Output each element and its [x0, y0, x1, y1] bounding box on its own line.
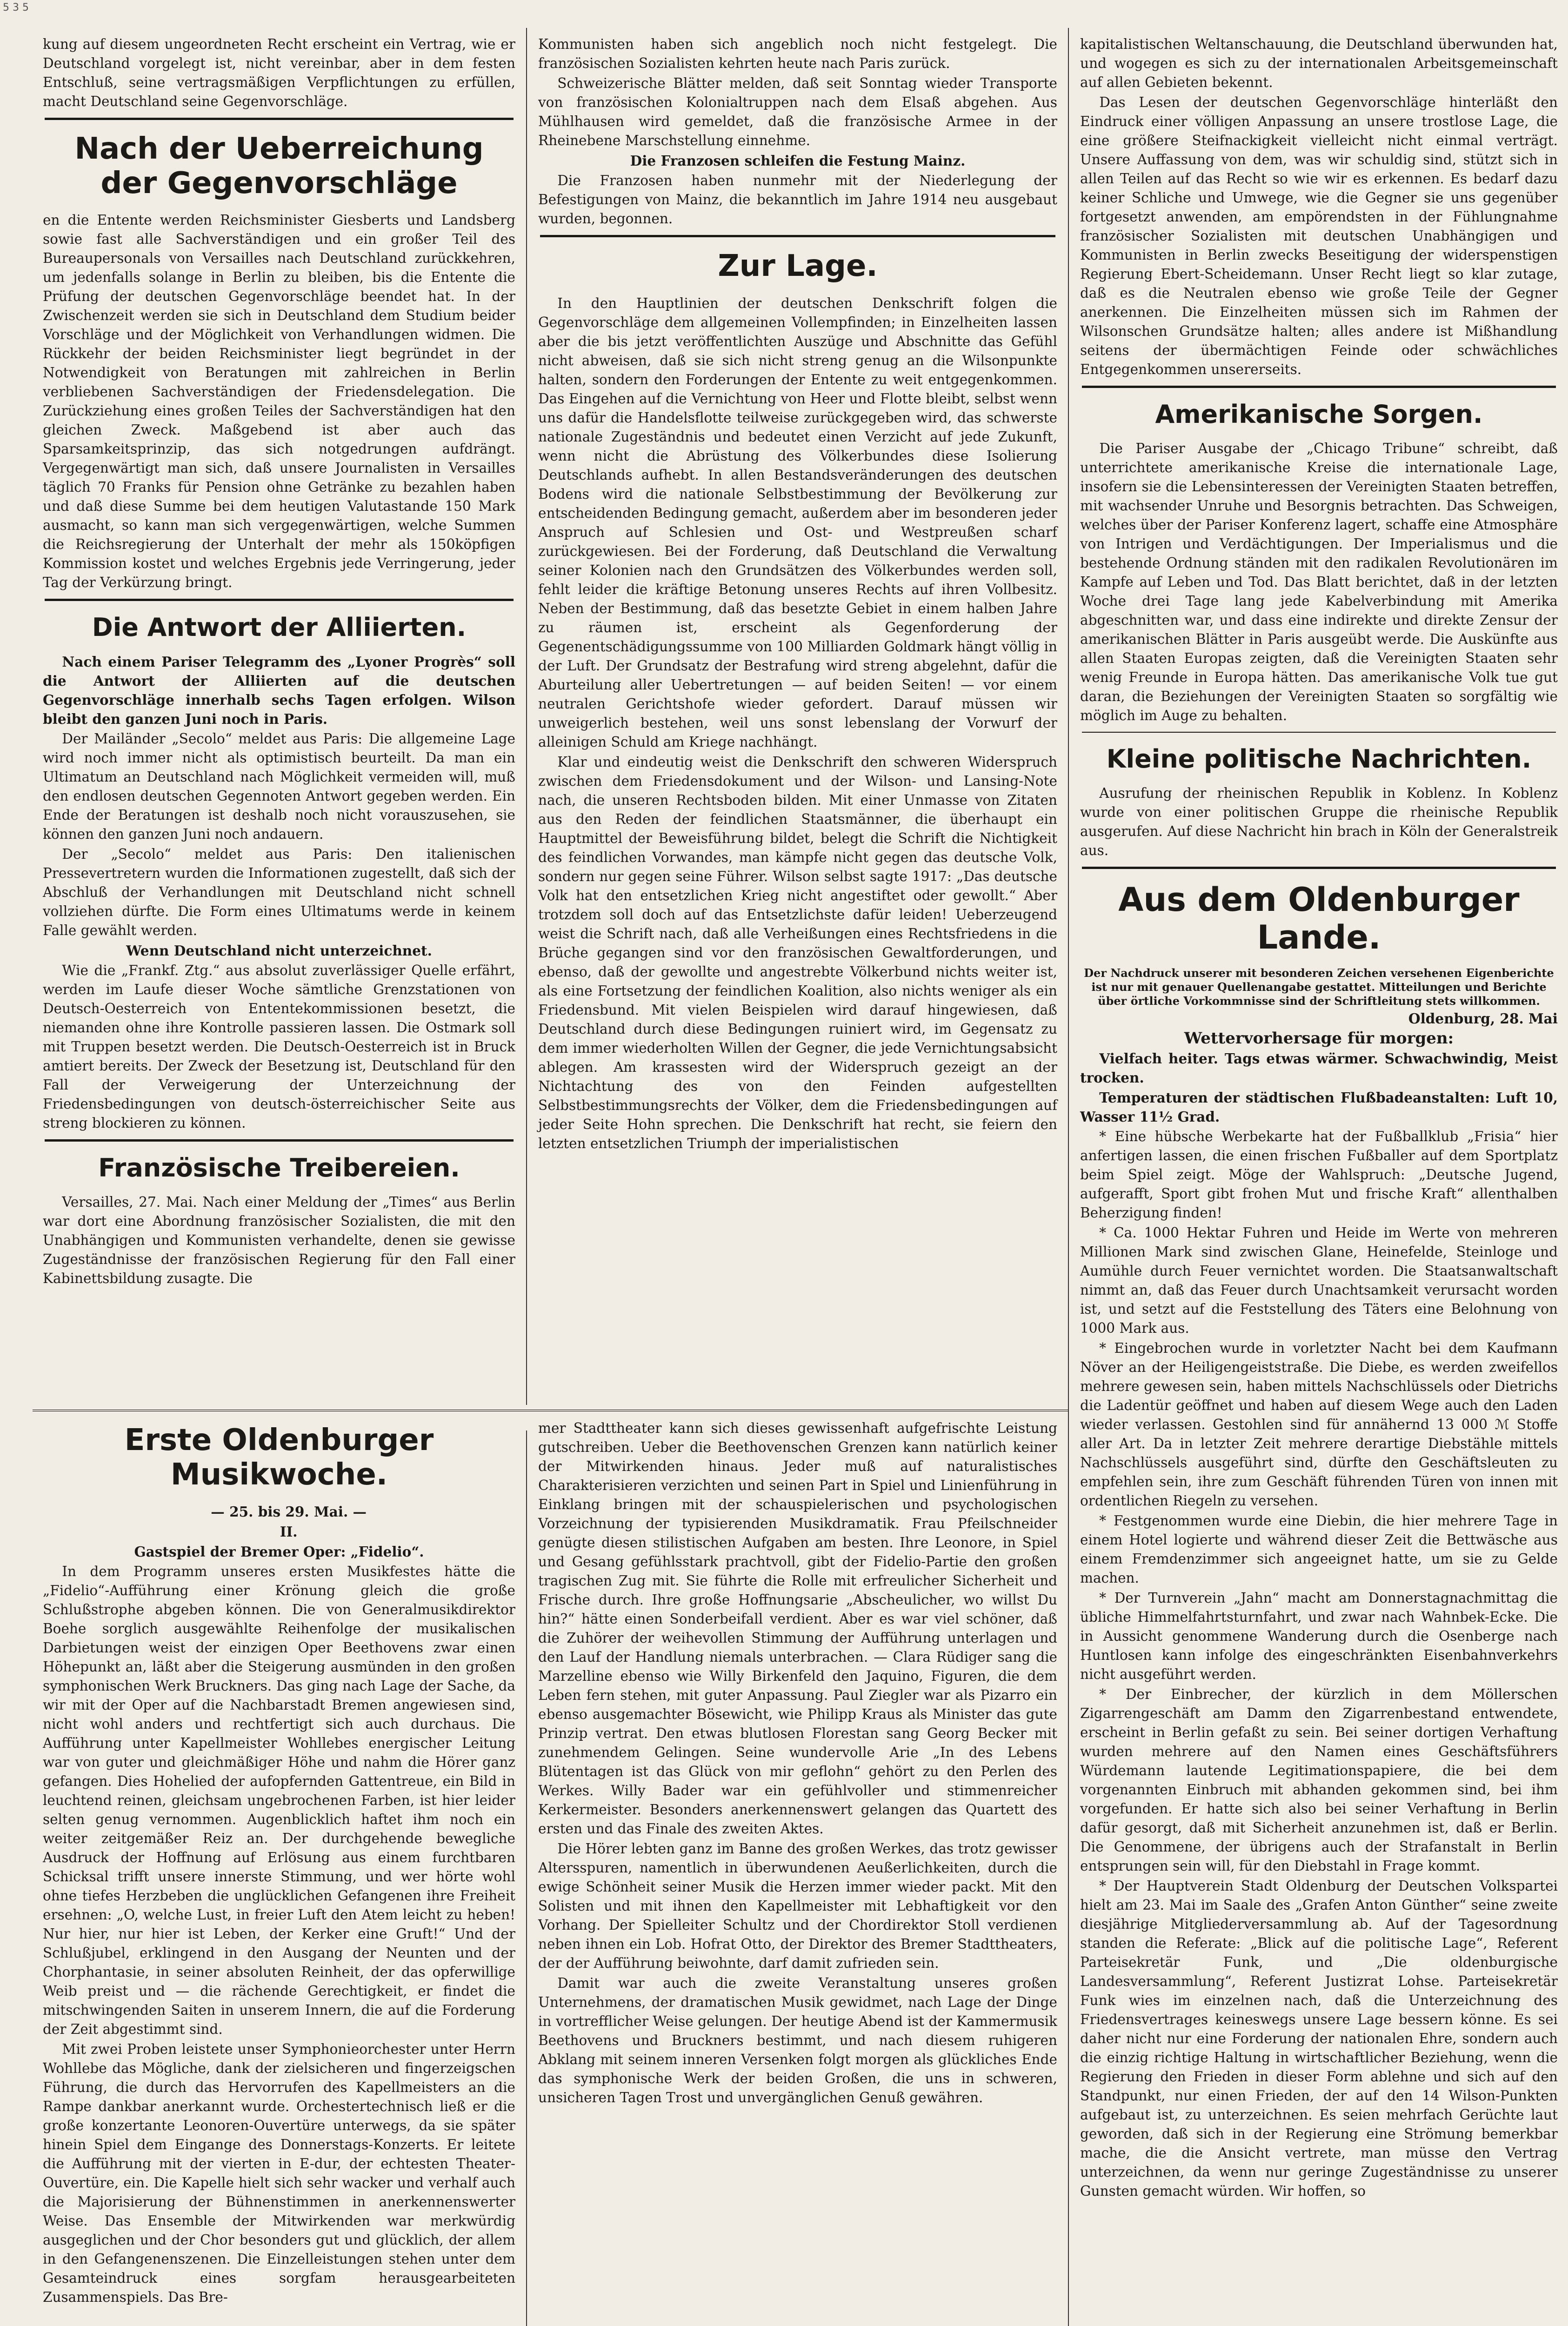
weather-heading: Wettervorhersage für morgen:: [1184, 1029, 1454, 1048]
column-rule-1: [526, 28, 527, 1405]
paragraph: Kommunisten haben sich angeblich noch nicht festgelegt. Die französischen Sozialisten kehrten heute nach Paris zurück.: [538, 36, 1057, 71]
divider: [1082, 732, 1556, 733]
page-marker: 5 3 5: [3, 2, 29, 13]
headline-kleine: Kleine politische Nachrichten.: [1106, 744, 1532, 774]
paragraph: Klar und eindeutig weist die Denkschrift den schweren Widerspruch zwischen dem Friedensdokument und der Wilson- und Lansing-Note nach, die unseren Rechtsboden bilden. Mit einer Unmasse von Zitaten aus den Reden der feindlichen Staatsmänner, die überhaupt ein Hauptmittel der Beweisführung bildet, belegt die Schrift die Nichtigkeit des feindlichen Vorwandes, man kämpfe nicht gegen das deutsche Volk, sondern nur gegen seine Führer. Wilson selbst sagte 1917: „Das deutsche Volk hat den entsetzlichen Krieg nicht angestiftet oder gewollt.“ Aber trotzdem soll doch auf das Entsetzlichste dafür leiden! Ueberzeugend weist die Schrift nach, daß alle Verheißungen eines Rechtsfriedens in die Brüche gegangen sind vor den französischen Gewaltforderungen, und ebenso, daß der gewollte und angestrebte Völkerbund nichts weiter ist, als eine Fortsetzung der feindlichen Koalition, also nichts weniger als ein Friedensbund. Mit vielen Beispielen wird darauf hingewiesen, daß Deutschland durch diese Bedingungen ruiniert wird, im Gegensatz zu dem immer wiederholten Willen der Gegner, die jede Vernichtungsabsicht ablegen. Am krassesten wird der Widerspruch gezeigt an der Nichtachtung des von den Feinden aufgestellten Selbstbestimmungsrechts der Völker, dem die Friedensbedingungen auf jeder Seite Hohn sprechen. Die Denkschrift hat recht, sie feiern den letzten entsetzlichen Triumph der imperialistischen: [538, 754, 1057, 1151]
part-number: II.: [280, 1524, 298, 1540]
headline-ueberreichung: Nach der Ueberreichung der Gegenvorschläge: [74, 132, 484, 201]
headline-lage: Zur Lage.: [718, 249, 878, 283]
paragraph: In dem Programm unseres ersten Musikfestes hätte die „Fidelio“-Aufführung einer Krönung gleich die große Schlußstrophe abgeben können. Die von Generalmusikdirektor Boehe sorglich ausgewählte Reihenfolge der musikalischen Darbietungen weist der einzigen Oper Beethovens zwar einen Höhepunkt an, läßt aber die Steigerung ausmünden in den großen symphonischen Werk Bruckners. Das ging nach Lage der Sache, da wir mit der Oper auf die Nachbarstadt Bremen angewiesen sind, nicht wohl anders und rechtfertigt sich auch durchaus. Die Aufführung unter Kapellmeister Wohllebes energischer Leitung war von guter und gleichmäßiger Höhe und nahm die Hörer ganz gefangen. Dies Hohelied der aufopfernden Gattentreue, ein Bild in leuchtend reinen, gleichsam ungebrochenen Farben, ist hier leider selten genug vernommen. Augenblicklich haftet ihm noch ein weiter zeitgemäßer Reiz an. Der durchgehende bewegliche Ausdruck der Hoffnung auf Erlösung aus einem furchtbaren Schicksal trifft unsere innerste Stimmung, und wer hörte wohl ohne tiefes Herzbeben die unglücklichen Gefangenen ihre Freiheit ersehnen: „O, welche Lust, in freier Luft den Atem leicht zu heben! Nur hier, nur hier ist Leben, der Kerker eine Gruft!“ Und der Schlußjubel, erklingend in den Ausgang der Neunten und der Chorphantasie, in seiner absoluten Reinheit, der das opferwillige Weib preist und — die rächende Gerechtigkeit, er findet die mitschwingenden Saiten in unserem Innern, die auf die Forderung der Zeit abgestimmt sind.: [43, 1564, 515, 2038]
review-subheading: Gastspiel der Bremer Oper: „Fidelio“.: [134, 1544, 424, 1560]
local-news-item: * Eine hübsche Werbekarte hat der Fußballklub „Frisia“ hier anfertigen lassen, die einen frischen Fußballer auf dem Sportplatz beim Spiel zeigt. Möge der Wahlspruch: „Deutsche Jugend, aufgerafft, Sport gibt frohen Mut und frische Kraft“ allenthalben Beherzigung finden!: [1080, 1129, 1558, 1221]
headline-musikwoche: Erste Oldenburger Musikwoche.: [124, 1423, 434, 1492]
headline-sorgen: Amerikanische Sorgen.: [1155, 400, 1483, 429]
local-news-item: * Der Einbrecher, der kürzlich in dem Möllerschen Zigarrengeschäft am Damm den Zigarrenbestand entwendete, erscheint in Berlin gefaßt zu sein. Bei seiner dortigen Verhaftung wurden mehrere auf den Namen eines Geschäftsführers Würdemann lautende Legitimationspapiere, die bei dem vorgenannten Einbruch mit abhanden gekommen sind, bei ihm vorgefunden. Er hatte sich also bei seiner Verhaftung in Berlin dafür gesorgt, daß mit Sicherheit anzunehmen ist, daß er Berlin. Die Genommene, der übrigens auch der Strafanstalt in Berlin entsprungen sein will, für den Diebstahl in Frage kommt.: [1080, 1686, 1558, 1874]
article-intro: kung auf diesem ungeordneten Recht erscheint ein Vertrag, wie er Deutschland vorgelegt ist, nicht vereinbar, aber in dem festen Entschluß, seine vertragsmäßigen Verpflichtungen zu erfüllen, macht Deutschland seine Gegenvorschläge.: [43, 36, 515, 109]
paragraph: Versailles, 27. Mai. Nach einer Meldung der „Times“ aus Berlin war dort eine Abordnung französischer Sozialisten, die mit den Unabhängigen und Kommunisten verhandelte, denen sie gewisse Zugeständnisse der französischen Regierung für den Fall einer Kabinettsbildung zusagte. Die: [43, 1194, 515, 1287]
festival-dates: — 25. bis 29. Mai. —: [211, 1504, 367, 1520]
divider: [1082, 386, 1556, 388]
column-3: [1070, 35, 1568, 2326]
paragraph: Mit zwei Proben leistete unser Symphonieorchester unter Herrn Wohllebe das Mögliche, dank der zielsicheren und fingerzeigschen Führung, die durch das Hervorrufen des Kapellmeisters an die Rampe dankbar anerkannt wurde. Orchestertechnisch ließ er die große konzertante Leonoren-Ouvertüre unterwegs, da sie später hinein Spiel dem Eingange des Donnerstags-Konzerts. Er leitete die Aufführung mit der vierten in E-dur, der echtesten Theater-Ouvertüre, ein. Die Kapelle hielt sich sehr wacker und verhalf auch die Majorisierung der Bühnenstimmen in anerkennenswerter Weise. Das Ensemble der Mitwirkenden war merkwürdig ausgeglichen und der Chor besonders gut und glücklich, der allem in den Gefangenenszenen. Die Einzelleistungen stehen unter dem Gesamteindruck eines sorgfam herausgearbeiteten Zusammenspiels. Das Bre-: [43, 2041, 515, 2306]
weather-text: Vielfach heiter. Tags etwas wärmer. Schwachwindig, Meist trocken.: [1080, 1050, 1558, 1086]
divider: [1082, 867, 1556, 869]
headline-treibereien: Französische Treibereien.: [98, 1153, 460, 1183]
paragraph: Das Lesen der deutschen Gegenvorschläge hinterläßt den Eindruck einer völligen Anpassung an unsere trostlose Lage, die eine größere Steifnackigkeit vielleicht nicht einmal verträgt. Unsere Auffassung von dem, was wir schuldig sind, stützt sich in allen Teilen auf das Recht so wie wir es erkennen. Es bedarf dazu keiner Schliche und Umwege, wie die Gegner sie uns gegenüber fortgesetzt anwenden, am empörendsten in der Fühlungnahme französischer Sozialisten mit deutschen Unabhängigen und Kommunisten in Berlin zwecks Beseitigung der widerspenstigen Regierung Ebert-Scheidemann. Unser Recht liegt so klar zutage, daß es die Neutralen ebenso wie große Teile der Gegner anerkennen. Die Einzelheiten müssen sich im Rahmen der Wilsonschen Grundsätze halten; alles andere ist Mißhandlung seitens der übermächtigen Feinde oder schwächliches Entgegenkommen unsererseits.: [1080, 94, 1558, 377]
dateline: Oldenburg, 28. Mai: [1408, 1010, 1558, 1027]
music-review-column-1: [33, 1419, 526, 2326]
paragraph: Die Hörer lebten ganz im Banne des großen Werkes, das trotz gewisser Altersspuren, namentlich in überwundenen Aeußerlichkeiten, durch die ewige Schönheit seiner Musik die Herzen immer wieder packt. Mit den Solisten und mit ihnen den Kapellmeister mit Lebhaftigkeit vor den Vorhang. Der Spielleiter Schultz und der Chordirektor Stoll verdienen neben ihnen ein Lob. Hofrat Otto, der Direktor des Bremer Stadttheaters, der der Aufführung beiwohnte, darf damit zufrieden sein.: [538, 1841, 1057, 1971]
local-news-item: * Der Hauptverein Stadt Oldenburg der Deutschen Volkspartei hielt am 23. Mai im Saale des „Grafen Anton Günther“ seine zweite diesjährige Mitgliederversammlung ab. Auf der Tagesordnung standen die Referate: „Blick auf die politische Lage“, Referent Parteisekretär Funk, und „Die oldenburgische Landesversammlung“, Referent Justizrat Lohse. Parteisekretär Funk wies im einzelnen nach, daß die Unterzeichnung des Friedensvertrages keineswegs unsere Lage bessern könne. Es sei daher nicht nur eine Forderung der nationalen Ehre, sondern auch die einzig richtige Haltung in wirtschaftlicher Beziehung, wenn die Regierung den Frieden in dieser Form ablehne und sich auf den Standpunkt, nur einen Frieden, der auf den 14 Wilson-Punkten aufgebaut ist, zu unterzeichnen. Es seien mehrfach Gerüchte laut geworden, daß sich in der Regierung eine Strömung bemerkbar mache, die die Ansicht vertrete, man müsse den Vertrag unterzeichnen, da wenn nur geringe Zugeständnisse zu unserer Gunsten gemacht würden. Wir hoffen, so: [1080, 1878, 1558, 2199]
paragraph: Die Pariser Ausgabe der „Chicago Tribune“ schreibt, daß unterrichtete amerikanische Kreise die internationale Lage, insofern sie die Lebensinteressen der Vereinigten Staaten betreffen, mit wachsender Unruhe und Besorgnis betrachten. Das Schweigen, welches über der Pariser Konferenz lagert, schaffe eine Atmosphäre von Intrigen und Verdächtigungen. Der Imperialismus und die bestehende Ordnung ständen mit den radikalen Revolutionären im Kampfe auf Leben und Tod. Das Blatt berichtet, daß in der letzten Woche drei Tage lang jede Kabelverbindung mit Amerika abgeschnitten war, und dass eine indirekte und direkte Zensur der amerikanischen Blätter in Paris ausgeübt werde. Die Auskünfte aus allen Staaten Europas zeigten, daß die Vereinigten Staaten sehr wenig Freunde in Europa hätten. Das amerikanische Volk tue gut daran, die Beziehungen der Vereinigten Staaten so sorgfältig wie möglich im Auge zu behalten.: [1080, 441, 1558, 724]
headline-oldenburger: Aus dem Oldenburger Lande.: [1118, 881, 1520, 956]
section-rule: [33, 1410, 1068, 1414]
paragraph: kapitalistischen Weltanschauung, die Deutschland überwunden hat, und wogegen es sich zu der internationalen Arbeitsgemeinschaft auf allen Gebieten bekennt.: [1080, 36, 1558, 90]
temperature-text: Temperaturen der städtischen Flußbadeanstalten: Luft 10, Wasser 11½ Grad.: [1080, 1089, 1558, 1125]
paragraph: Wie die „Frankf. Ztg.“ aus absolut zuverlässiger Quelle erfährt, werden im Laufe dieser Woche sämtliche Grenzstationen von Deutsch-Oesterreich von Ententekommissionen besetzt, die niemanden ohne ihre Kontrolle passieren lassen. Die Ostmark soll mit Truppen besetzt werden. Die Deutsch-Oesterreich ist in Bruck amtiert bereits. Der Zweck der Besetzung ist, Deutschland für den Fall der Verweigerung der Unterzeichnung der Friedensbedingungen von deutsch-österreichischer Seite aus streng blockieren zu können.: [43, 962, 515, 1131]
subheading: Wenn Deutschland nicht unterzeichnet.: [126, 942, 432, 959]
local-news-item: * Ca. 1000 Hektar Fuhren und Heide im Werte von mehreren Millionen Mark sind zwischen Glane, Heinefelde, Steinloge und Aumühle durch Feuer vernichtet worden. Die Staatsanwaltschaft nimmt an, daß das Feuer durch Unachtsamkeit verursacht worden ist, und setzt auf die Feststellung des Täters eine Belohnung von 1000 Mark aus.: [1080, 1225, 1558, 1337]
paragraph: Damit war auch die zweite Veranstaltung unseres großen Unternehmens, der dramatischen Musik gewidmet, nach Lage der Dinge in vortrefflicher Weise gelungen. Der heutige Abend ist der Kammermusik Beethovens und Bruckners bestimmt, und nach diesem ruhigeren Abklang mit seinem inneren Versenken folgt morgen als glückliches Ende das symphonische Werk der beiden Großen, die uns in schweren, unsicheren Tagen Trost und unvergänglichen Genuß gewähren.: [538, 1975, 1057, 2105]
local-news-item: * Festgenommen wurde eine Diebin, die hier mehrere Tage in einem Hotel logierte und während dieser Zeit die Bettwäsche aus einem Fremdenzimmer sich angeeignet hatte, um sie zu Gelde machen.: [1080, 1513, 1558, 1586]
column-2: [528, 35, 1068, 1407]
paragraph: Der Mailänder „Secolo“ meldet aus Paris: Die allgemeine Lage wird noch immer nicht als optimistisch beurteilt. Da man ein Ultimatum an Deutschland nach Möglichkeit vermeiden will, muß den endlosen deutschen Gegennoten Antwort gegeben werden. Ein Ende der Beratungen ist deshalb noch nicht vorauszusehen, sie können den ganzen Juni noch andauern.: [43, 731, 515, 842]
reprint-notice: Der Nachdruck unserer mit besonderen Zeichen versehenen Eigenberichte ist nur mit genauer Quellenangabe gestattet. Mitteilungen und Berichte über örtliche Vorkommnisse sind der Schriftleitung stets willkommen.: [1084, 966, 1554, 1008]
paragraph: In den Hauptlinien der deutschen Denkschrift folgen die Gegenvorschläge dem allgemeinen Vollempfinden; in Einzelheiten lassen aber die bis jetzt veröffentlichten Auszüge und Abschnitte das Gefühl nicht abweisen, daß sie sich nicht streng genug an die Wilsonpunkte halten, sondern den Forderungen der Entente zu weit entgegenkommen. Das Eingehen auf die Vernichtung von Heer und Flotte bleibt, selbst wenn uns dafür die Handelsflotte teilweise zurückgegeben wird, das schwerste nationale Zugeständnis und bedeutet einen Verzicht auf jede Zukunft, wenn nicht die Abrüstung des Völkerbundes diese Isolierung Deutschlands aufhebt. In allen Bestandsveränderungen des deutschen Bodens wird die nationale Selbstbestimmung der Bevölkerung zur entscheidenden Bedingung gemacht, außerdem aber im besonderen jeder Anspruch auf Schlesien und Ost- und Westpreußen scharf zurückgewiesen. Bei der Forderung, daß Deutschland die Verwaltung seiner Kolonien nach den Grundsätzen des Völkerbundes werden soll, fehlt leider die kräftige Betonung unseres Rechts auf ihren Vollbesitz. Neben der Bestimmung, daß das besetzte Gebiet in einem halben Jahre zu räumen ist, erscheint als Gegenforderung der Gegenentschädigungssumme von 100 Milliarden Goldmark hängt völlig in der Luft. Der Grundsatz der Bestrafung wird streng abgelehnt, dafür die Aburteilung aller Uebertretungen — auf beiden Seiten! — vor einem neutralen Gerichtshofe wieder gefordert. Darauf müssen wir unweigerlich bestehen, weil uns sonst lebenslang der Vorwurf der alleinigen Schuld am Kriege nachhängt.: [538, 295, 1057, 750]
divider: [45, 599, 514, 601]
column-rule-2: [1068, 28, 1069, 2326]
local-news-item: * Eingebrochen wurde in vorletzter Nacht bei dem Kaufmann Növer an der Heiligengeiststraße. Die Diebe, es werden zweifellos mehrere gewesen sein, haben mittels Nachschlüssels oder Dietrichs die Ladentür geöffnet und haben auf diesem Wege auch den Laden wieder verlassen. Gestohlen sind für annähernd 13 000 ℳ Stoffe aller Art. Da in letzter Zeit mehrere derartige Diebstähle mittels Nachschlüssels ausgeführt sind, dürfte den Geschäftsleuten zu empfehlen sein, ihre zum Geschäft führenden Türen von innen mit ordentlichen Riegeln zu versehen.: [1080, 1340, 1558, 1509]
column-rule-3: [526, 1430, 527, 2326]
paragraph: en die Entente werden Reichsminister Giesberts und Landsberg sowie fast alle Sachverständigen und ein großer Teil des Bureaupersonals von Versailles nach Deutschland zurückkehren, um jedenfalls solange in Berlin zu bleiben, bis die Entente die Prüfung der deutschen Gegenvorschläge beendet hat. In der Zwischenzeit werden sie sich in Deutschland dem Studium beider Vorschläge und der Möglichkeit von Verhandlungen widmen. Die Rückkehr der beiden Reichsminister liegt begründet in der Notwendigkeit von Beratungen mit zahlreichen in Berlin verbliebenen Sachverständigen der Friedensdelegation. Die Zurückziehung eines großen Teiles der Sachverständigen hat den gleichen Zweck. Maßgebend ist aber auch das Sparsamkeitsprinzip, das sich notgedrungen aufdrängt. Vergegenwärtigt man sich, daß unsere Journalisten in Versailles täglich 70 Franks für Pension ohne Getränke zu bezahlen haben und daß diese Summe bei dem heutigen Valutastande 150 Mark ausmacht, so kann man sich vergegenwärtigen, welche Summen die Reichsregierung der Unterhalt der mehr als 150köpfigen Kommission kostet und welches Ergebnis jede Verringerung, jeder Tag der Verkürzung bringt.: [43, 212, 515, 591]
divider: [45, 118, 514, 120]
paragraph: Der „Secolo“ meldet aus Paris: Den italienischen Pressevertretern wurden die Informationen zugestellt, daß sich der Abschluß der Verhandlungen mit Deutschland nicht schnell vollziehen dürfte. Die Form eines Ultimatums werde in keinem Falle gewählt werden.: [43, 846, 515, 939]
headline-antwort: Die Antwort der Alliierten.: [92, 613, 467, 642]
paragraph: Schweizerische Blätter melden, daß seit Sonntag wieder Transporte von französischen Kolonialtruppen nach dem Elsaß abgehen. Aus Mühlhausen wird gemeldet, daß die französische Armee in der Rheinebene Marschstellung einnehme.: [538, 75, 1057, 148]
paragraph: Die Franzosen haben nunmehr mit der Niederlegung der Befestigungen von Mainz, die bekanntlich im Jahre 1914 neu ausgebaut wurden, begonnen.: [538, 173, 1057, 227]
subheading: Die Franzosen schleifen die Festung Mainz.: [630, 153, 966, 169]
paragraph: Ausrufung der rheinischen Republik in Koblenz. In Koblenz wurde von einer politischen Gruppe die rheinische Republik ausgerufen. Auf diese Nachricht hin brach in Köln der Generalstreik aus.: [1080, 785, 1558, 859]
divider: [540, 235, 1055, 237]
column-1: [33, 35, 526, 1407]
divider: [45, 1139, 514, 1142]
paragraph: Nach einem Pariser Telegramm des „Lyoner Progrès“ soll die Antwort der Alliierten auf die deutschen Gegenvorschläge innerhalb sechs Tagen erfolgen. Wilson bleibt den ganzen Juni noch in Paris.: [43, 654, 515, 728]
music-review-column-2: [528, 1419, 1068, 2326]
local-news-item: * Der Turnverein „Jahn“ macht am Donnerstagnachmittag die übliche Himmelfahrtsturnfahrt, und zwar nach Wahnbek-Ecke. Die in Aussicht genommene Wanderung durch die Osenberge nach Huntlosen kann infolge des eingeschränkten Eisenbahnverkehrs nicht ausgeführt werden.: [1080, 1590, 1558, 1683]
paragraph: mer Stadttheater kann sich dieses gewissenhaft aufgefrischte Leistung gutschreiben. Ueber die Beethovenschen Grenzen kann natürlich keiner der Mitwirkenden hinaus. Jeder muß auf naturalistisches Charakterisieren verzichten und seinen Part in Spiel und Linienführung in Einklang bringen mit der schauspielerischen und psychologischen Vorzeichnung der typisierenden Musikdramatik. Frau Pfeilschneider genügte diesen stilistischen Aufgaben am besten. Ihre Leonore, in Spiel und Gesang gefühlsstark prachtvoll, gibt der Fidelio-Partie den großen tragischen Zug mit. Sie führte die Rolle mit erfreulicher Sicherheit und Frische durch. Ihre große Hoffnungsarie „Abscheulicher, wo willst Du hin?“ hätte einen Sonderbeifall verdient. Aber es war viel schöner, daß die Zuhörer der weihevollen Stimmung der Aufführung unterlagen und den Lauf der Handlung niemals unterbrachen. — Clara Rüdiger sang die Marzelline ebenso wie Willy Birkenfeld den Jaquino, Figuren, die dem Leben fern stehen, mit guter Anpassung. Paul Ziegler war als Pizarro ein ebenso ausgemachter Bösewicht, wie Philipp Kraus als Minister das gute Prinzip vertrat. Den etwas blutlosen Florestan sang Georg Becker mit zunehmendem Gelingen. Seine wundervolle Arie „In des Lebens Blütentagen ist das Glück von mir geflohn“ gehört zu den Perlen des Werkes. Willy Bader war ein gefühlvoller und stimmenreicher Kerkermeister. Besonders anerkennenswert gelangen das Quartett des ersten und das Finale des zweiten Aktes.: [538, 1420, 1057, 1837]
